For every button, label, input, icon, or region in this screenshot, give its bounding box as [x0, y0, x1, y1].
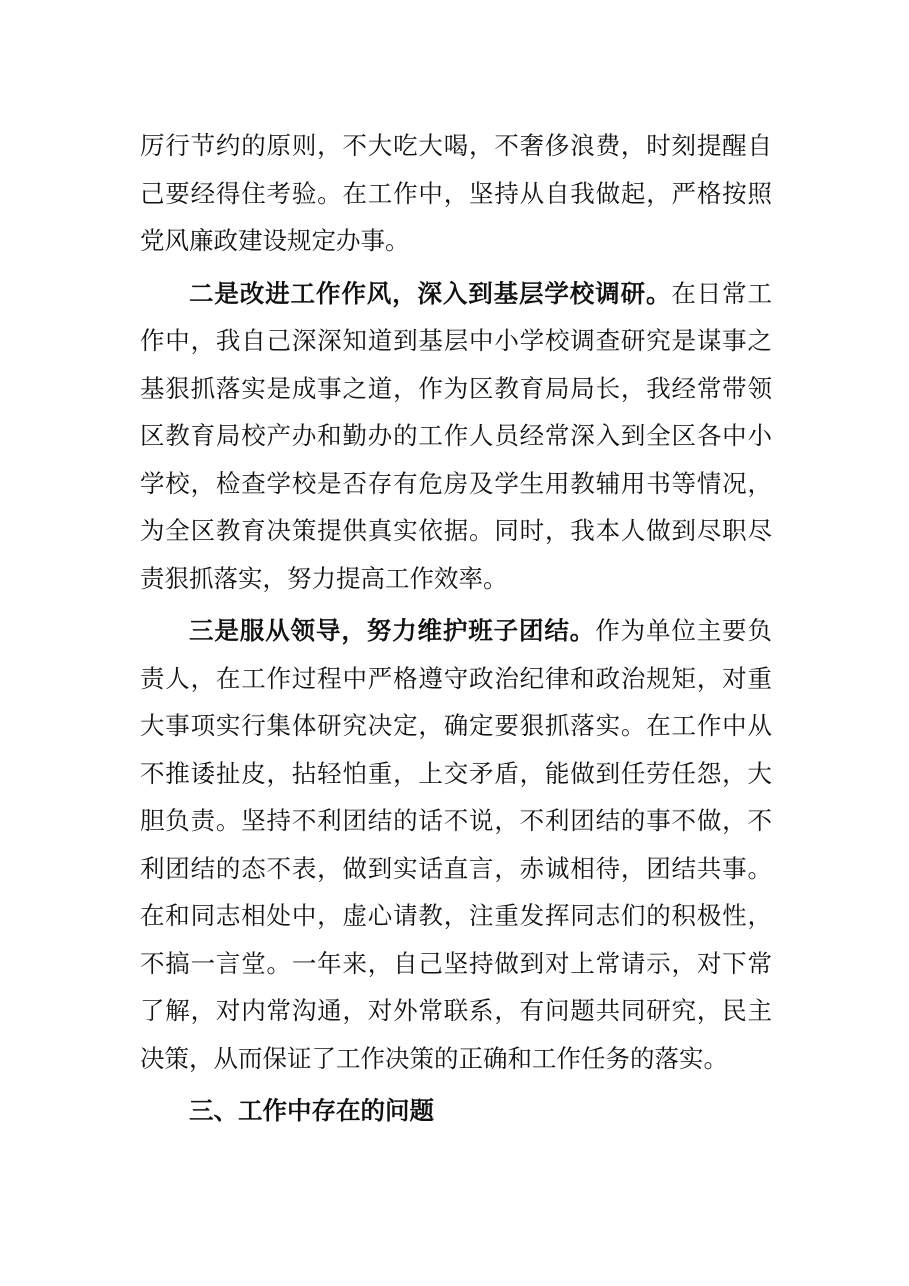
document-body	[140, 122, 772, 1140]
paragraph-lead-bold: 三是服从领导，努力维护班子团结。	[189, 616, 596, 645]
paragraph-continuation	[140, 122, 772, 265]
paragraph-text: 在日常工作中，我自己深深知道到基层中小学校调查研究是谋事之基狠抓落实是成事之道，作为区教育局局长，我经常带领区教育局校产办和勤办的工作人员经常深入到全区各中小学校，检查学校是否存有危房及学生用教辅用书等情况，为全区教育决策提供真实依据。同时，我本人做到尽职尽责狠抓落实，努力提高工作效率。	[140, 278, 773, 593]
paragraph-work-style	[140, 270, 772, 603]
paragraph-text: 作为单位主要负责人，在工作过程中严格遵守政治纪律和政治规矩，对重大事项实行集体研究决定，确定要狠抓落实。在工作中从不推诿扯皮，拈轻怕重，上交矛盾，能做到任劳任怨，大胆负责。坚持不利团结的话不说，不利团结的事不做，不利团结的态不表，做到实话直言，赤诚相待，团结共事。在和同志相处中，虚心请教，注重发挥同志们的积极性，不搞一言堂。一年来，自己坚持做到对上常请示，对下常了解，对内常沟通，对外常联系，有问题共同研究，民主决策，从而保证了工作决策的正确和工作任务的落实。	[140, 616, 773, 1073]
paragraph-text: 厉行节约的原则，不大吃大喝，不奢侈浪费，时刻提醒自己要经得住考验。在工作中，坚持从自我做起，严格按照党风廉政建设规定办事。	[140, 131, 772, 255]
paragraph-team-unity	[140, 607, 772, 1082]
paragraph-lead-bold: 二是改进工作作风，深入到基层学校调研。	[189, 278, 672, 308]
section-heading: 三、工作中存在的问题	[189, 1096, 434, 1125]
